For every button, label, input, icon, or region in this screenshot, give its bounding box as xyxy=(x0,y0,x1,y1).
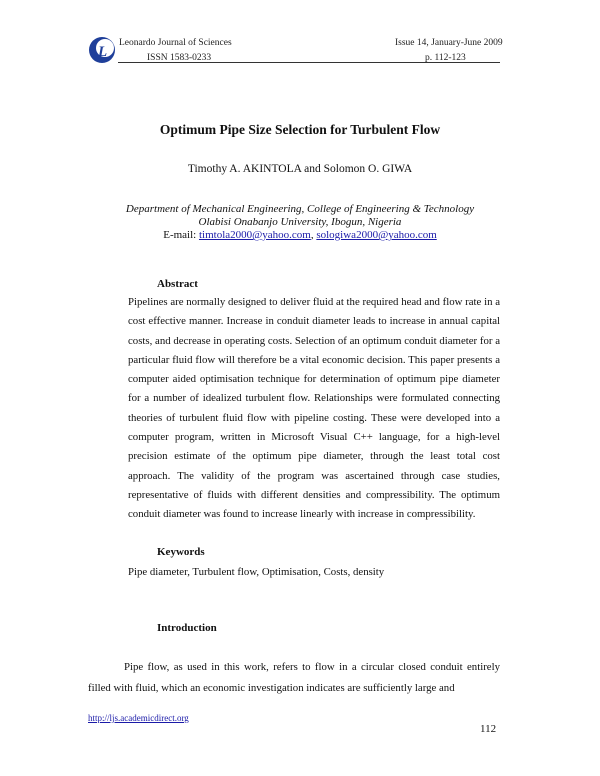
affiliation-line-2: Olabisi Onabanjo University, Ibogun, Nigeria xyxy=(198,216,402,228)
journal-issue: Issue 14, January-June 2009 xyxy=(395,38,503,48)
introduction-text: Pipe flow, as used in this work, refers to flow in a circular closed conduit entirely filled with fluid, which an economic investigation indicates are sufficiently large and xyxy=(88,661,500,694)
journal-issn: ISSN 1583-0233 xyxy=(147,53,212,63)
email-link-2[interactable]: sologiwa2000@yahoo.com xyxy=(316,229,437,241)
abstract-heading: Abstract xyxy=(157,278,198,290)
page-number: 112 xyxy=(480,723,497,735)
email-separator: , xyxy=(310,229,317,241)
journal-name: Leonardo Journal of Sciences xyxy=(119,38,232,48)
email-label: E-mail: xyxy=(163,229,199,241)
header-rule xyxy=(118,62,500,63)
paper-title: Optimum Pipe Size Selection for Turbulent Flow xyxy=(159,122,441,137)
affiliation-line-1: Department of Mechanical Engineering, College of Engineering & Technology xyxy=(125,203,475,215)
journal-logo xyxy=(88,36,116,64)
keywords-heading: Keywords xyxy=(157,546,205,558)
paper-authors: Timothy A. AKINTOLA and Solomon O. GIWA xyxy=(187,163,413,175)
journal-pages: p. 112-123 xyxy=(425,53,466,63)
footer-link[interactable]: http://ljs.academicdirect.org xyxy=(88,713,189,723)
keywords-text: Pipe diameter, Turbulent flow, Optimisation, Costs, density xyxy=(128,566,385,578)
abstract-text: Pipelines are normally designed to deliver fluid at the required head and flow rate in a cost effective manner. Increase in conduit diameter leads to increase in annual capital costs, and decrease in operating costs. Selection of an optimum conduit diameter for a particular fluid flow will therefore be a vital economic decision. This paper presents a computer aided optimisation technique for determination of optimum pipe diameter for a number of idealized turbulent flow. Relationships were formulated connecting theories of turbulent fluid flow with pipeline costing. These were developed into a computer program, written in Microsoft Visual C++ language, for a high-level precision estimate of the optimum pipe diameter, through the least total cost approach. The validity of the program was ascertained through case studies, representative of fluids with different densities and compressibility. The optimum conduit diameter was found to increase linearly with increase in compressibility. xyxy=(128,296,500,521)
email-line xyxy=(0,229,600,241)
logo-letter: L xyxy=(98,44,108,60)
journal-logo-graphic xyxy=(88,36,116,64)
email-link-1[interactable]: timtola2000@yahoo.com xyxy=(198,229,311,241)
introduction-heading: Introduction xyxy=(157,622,217,634)
